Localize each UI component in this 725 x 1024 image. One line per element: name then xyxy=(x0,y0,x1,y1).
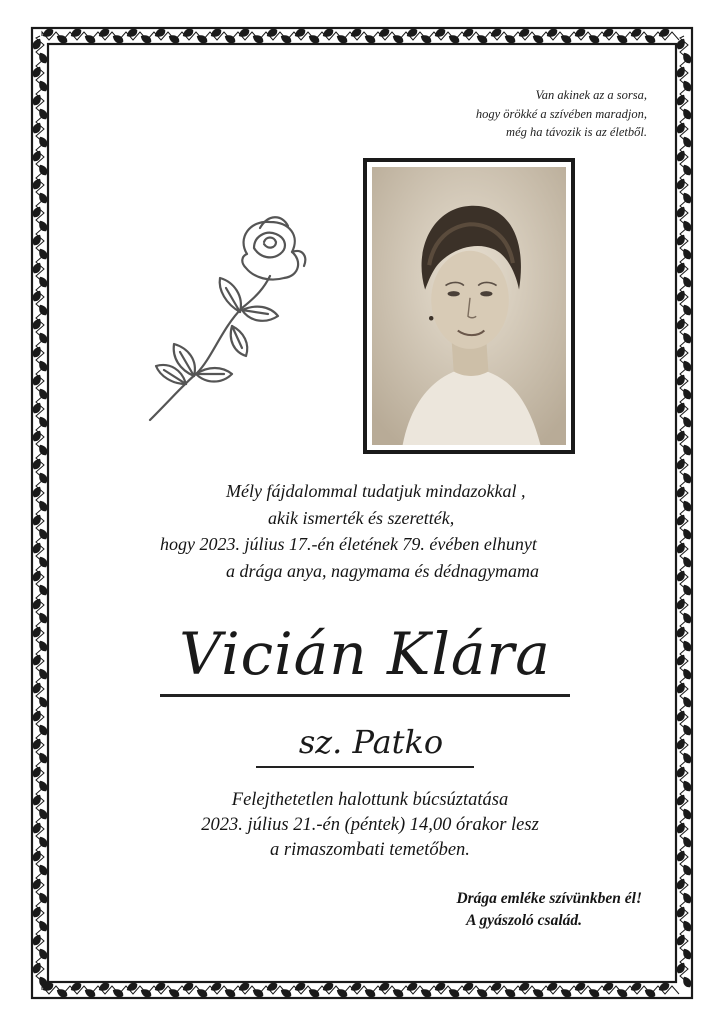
funeral-line: a rimaszombati temetőben. xyxy=(270,840,470,860)
motto-line: Van akinek az a sorsa, xyxy=(535,88,647,102)
maiden-name-underline xyxy=(256,766,474,768)
funeral-line: Felejthetetlen halottunk búcsúztatása xyxy=(231,790,509,810)
funeral-line: 2023. július 21.-én (péntek) 14,00 órakor lesz xyxy=(201,815,539,835)
name-underline xyxy=(160,694,570,697)
announcement-line: hogy 2023. július 17.-én életének 79. évében elhunyt xyxy=(160,534,537,554)
portrait-photo xyxy=(372,167,566,445)
announcement-line: a drága anya, nagymama és dédnagymama xyxy=(226,560,539,581)
death-announcement xyxy=(150,478,610,584)
closing-line: Drága emléke szívünkben él! xyxy=(456,890,642,907)
closing-signature xyxy=(360,888,642,932)
motto-verse xyxy=(387,86,647,142)
motto-line: még ha távozik is az életből. xyxy=(506,125,647,139)
deceased-name: Vicián Klára xyxy=(179,620,551,688)
portrait-frame xyxy=(363,158,575,454)
closing-line: A gyászoló család. xyxy=(466,912,582,929)
announcement-line: akik ismerték és szerették, xyxy=(268,507,455,528)
maiden-name: sz. Patko xyxy=(298,723,444,761)
motto-line: hogy örökké a szívében maradjon, xyxy=(475,106,647,121)
rose-icon xyxy=(142,208,312,426)
portrait-mat xyxy=(367,162,571,450)
funeral-details xyxy=(140,788,600,863)
announcement-line: Mély fájdalommal tudatjuk mindazokkal , xyxy=(226,481,526,501)
